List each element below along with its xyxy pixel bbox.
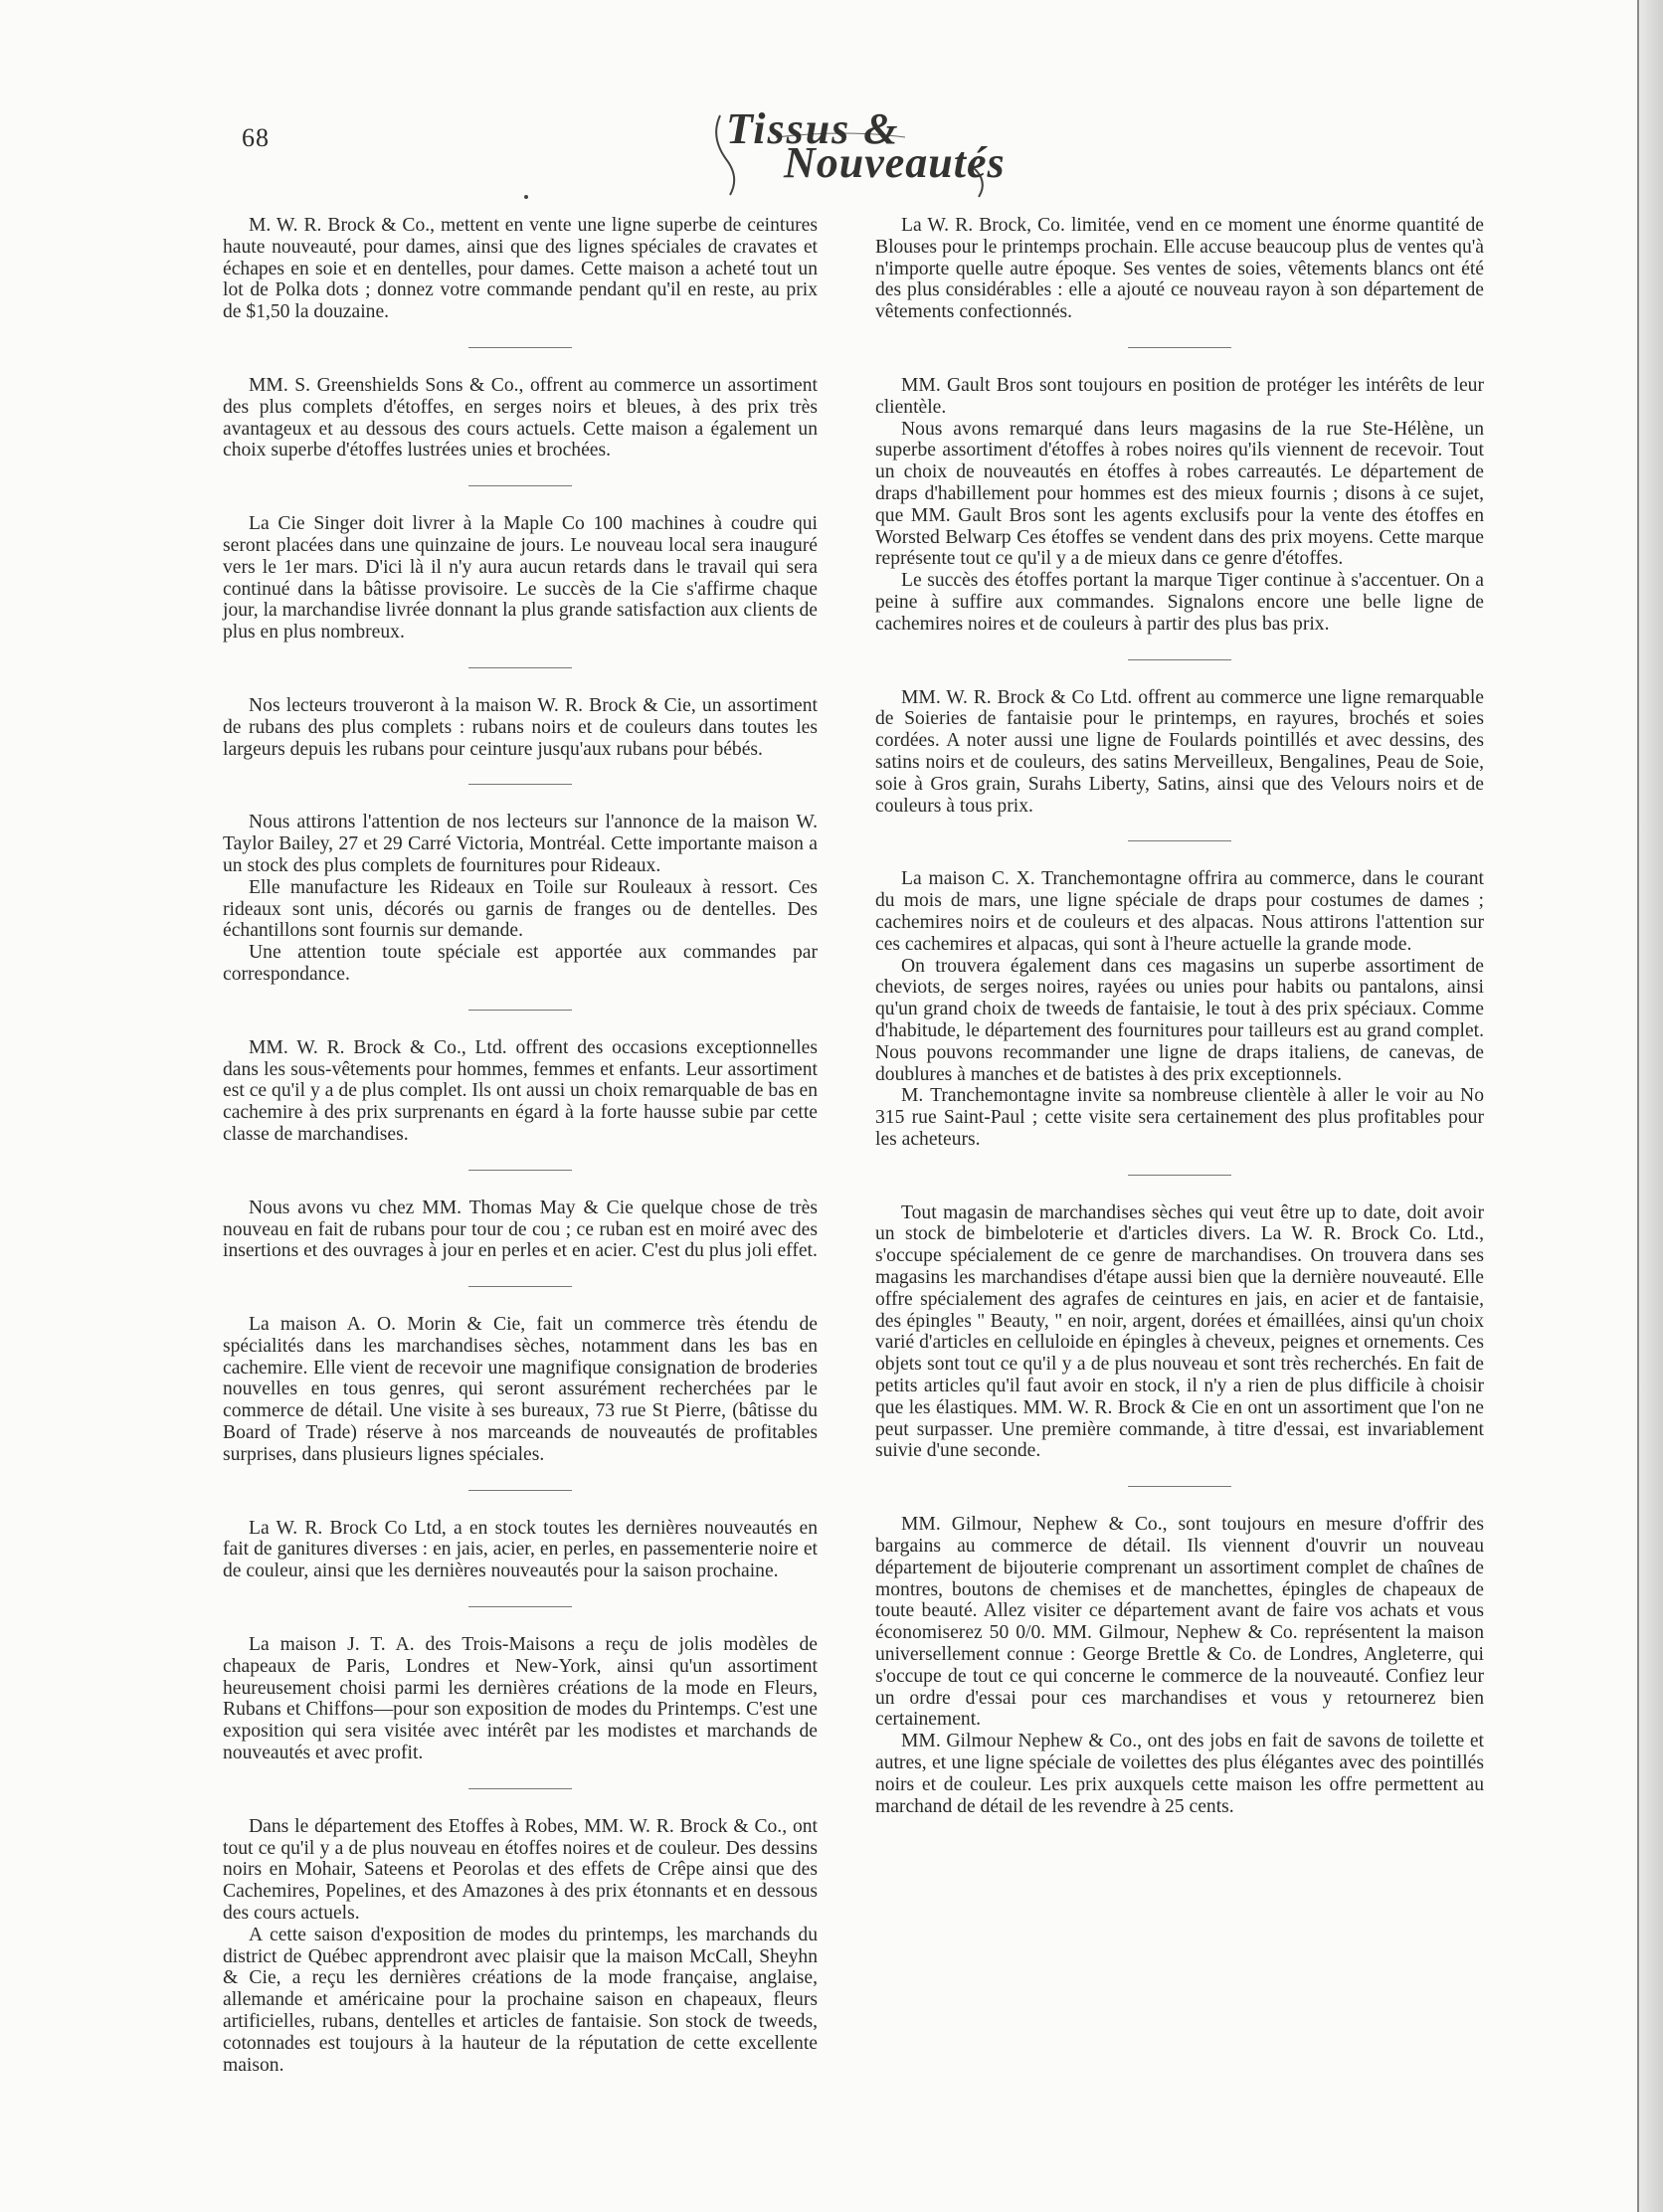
article-paragraph: Elle manufacture les Rideaux en Toile sur Rouleaux à ressort. Ces rideaux sont unis, décorés ou garnis de franges ou de dentelles. Des échantillons sont fournis sur demande. xyxy=(223,876,818,942)
article-separator-rule xyxy=(468,1606,572,1607)
article-paragraph: MM. Gault Bros sont toujours en position de protéger les intérêts de leur clientèle. xyxy=(875,374,1484,418)
article-paragraph: Nous avons vu chez MM. Thomas May & Cie quelque chose de très nouveau en fait de rubans pour tour de cou ; ce ruban est en moiré avec des insertions et des ouvrages à jour en perles et en acier. C'est du plus joli effet. xyxy=(223,1197,818,1262)
article xyxy=(875,1202,1484,1463)
article-paragraph: MM. W. R. Brock & Co Ltd. offrent au commerce une ligne remarquable de Soieries de fantaisie pour le printemps, en rayures, brochés et soies cordées. A noter aussi une ligne de Foulards pointillés et avec dessins, des satins noirs et de couleurs, des satins Merveilleux, Bengalines, Peau de Soie, soie à Gros grain, Surahs Liberty, Satins, ainsi que des Velours noirs et de couleurs à tous prix. xyxy=(875,686,1484,817)
left-column xyxy=(223,215,818,2076)
masthead-logo xyxy=(706,103,1006,199)
decorative-dot xyxy=(524,195,528,199)
article-paragraph: La Cie Singer doit livrer à la Maple Co 100 machines à coudre qui seront placées dans une quinzaine de jours. Le nouveau local sera inauguré vers le 1er mars. D'ici là il n'y aura aucun retards dans le travail qui sera continué dans la bâtisse provisoire. Le succès de la Cie s'affirme chaque jour, la marchandise livrée donnant la plus grande satisfaction aux clients de plus en plus nombreux. xyxy=(223,513,818,644)
article-paragraph: M. Tranchemontagne invite sa nombreuse clientèle à aller le voir au No 315 rue Saint-Paul ; cette visite sera certainement des plus profitables pour les acheteurs. xyxy=(875,1085,1484,1150)
article xyxy=(223,1518,818,1582)
article-paragraph: Une attention toute spéciale est apportée aux commandes par correspondance. xyxy=(223,942,818,985)
article-paragraph: Nous attirons l'attention de nos lecteurs sur l'annonce de la maison W. Taylor Bailey, 27 et 29 Carré Victoria, Montréal. Cette importante maison a un stock des plus complets de fournitures pour Rideaux. xyxy=(223,812,818,876)
article xyxy=(223,215,818,323)
page-right-edge xyxy=(1637,0,1663,2212)
article-separator-rule xyxy=(468,1170,572,1171)
article-paragraph: La W. R. Brock Co Ltd, a en stock toutes les dernières nouveautés en fait de ganitures diverses : en jais, acier, en perles, en passementerie noire et de couleur, ainsi que les dernières nouveautés pour la saison prochaine. xyxy=(223,1517,818,1582)
article-paragraph: M. W. R. Brock & Co., mettent en vente une ligne superbe de ceintures haute nouveauté, pour dames, ainsi que des lignes spéciales de cravates et échapes en soie et en dentelles, pour dames. Cette maison a acheté tout un lot de Polka dots ; donnez votre commande pendant qu'il en reste, au prix de $1,50 la douzaine. xyxy=(223,215,818,323)
article xyxy=(223,1037,818,1146)
article-paragraph: MM. S. Greenshields Sons & Co., offrent au commerce un assortiment des plus complets d'étoffes, en serges noirs et bleues, à des prix très avantageux et au dessous des cours actuels. Cette maison a également un choix superbe d'étoffes lustrées unies et brochées. xyxy=(223,374,818,461)
article-separator-rule xyxy=(1128,347,1231,348)
article-separator-rule xyxy=(468,784,572,785)
article xyxy=(223,513,818,644)
article-separator-rule xyxy=(468,347,572,348)
article xyxy=(875,687,1484,818)
article-separator-rule xyxy=(468,667,572,668)
article xyxy=(875,868,1484,1150)
masthead-line1: Tissus & xyxy=(726,104,900,153)
article-paragraph: Nos lecteurs trouveront à la maison W. R. Brock & Cie, un assortiment de rubans des plus complets : rubans noirs et de couleurs dans toutes les largeurs depuis les rubans pour ceinture jusqu'aux rubans pour bébés. xyxy=(223,694,818,760)
article xyxy=(223,695,818,760)
right-column xyxy=(875,215,1484,1817)
article-separator-rule xyxy=(1128,659,1231,660)
article-paragraph: Le succès des étoffes portant la marque Tiger continue à s'accentuer. On a peine à suffire aux commandes. Signalons encore une belle ligne de cachemires noires et de couleurs à partir des plus bas prix. xyxy=(875,570,1484,635)
article-paragraph: La maison A. O. Morin & Cie, fait un commerce très étendu de spécialités dans les marchandises sèches, notamment dans les bas en cachemire. Elle vient de recevoir une magnifique consignation de broderies nouvelles en tous genres, qui seront assurément recherchées par le commerce de détail. Une visite à ses bureaux, 73 rue St Pierre, (bâtisse du Board of Trade) réserve à nos marceands de nouveautés de profitables surprises, dans plusieurs lignes spéciales. xyxy=(223,1314,818,1465)
article-paragraph: La W. R. Brock, Co. limitée, vend en ce moment une énorme quantité de Blouses pour le printemps prochain. Elle accuse beaucoup plus de ventes qu'à n'importe quelle autre époque. Ses ventes de soies, vêtements blancs ont été des plus considérables : elle a ajouté ce nouveau rayon à son département de vêtements confectionnés. xyxy=(875,215,1484,323)
article xyxy=(223,1816,818,2077)
article-paragraph: La maison J. T. A. des Trois-Maisons a reçu de jolis modèles de chapeaux de Paris, Londres et New-York, ainsi qu'un assortiment heureusement choisi parmi les dernières créations de la mode en Fleurs, Rubans et Chiffons—pour son exposition de modes du Printemps. C'est une exposition qui sera visitée avec intérêt par les modistes et marchands de nouveautés et avec profit. xyxy=(223,1634,818,1764)
article xyxy=(223,1314,818,1466)
article xyxy=(875,375,1484,636)
article-separator-rule xyxy=(1128,840,1231,841)
article-paragraph: La maison C. X. Tranchemontagne offrira au commerce, dans le courant du mois de mars, une ligne spéciale de draps pour costumes de dames ; cachemires noirs et de couleurs et des alpacas. Nous attirons l'attention sur ces cachemires et alpacas, qui sont à l'heure actuelle la grande mode. xyxy=(875,868,1484,955)
article-separator-rule xyxy=(468,1788,572,1789)
article-paragraph: Dans le département des Etoffes à Robes, MM. W. R. Brock & Co., ont tout ce qu'il y a de plus nouveau en étoffes noires et de couleur. Des dessins noirs en Mohair, Sateens et Peorolas et des effets de Crêpe ainsi que des Cachemires, Popelines, et des Amazones à des prix étonnants et en dessous des cours actuels. xyxy=(223,1815,818,1925)
article-paragraph: On trouvera également dans ces magasins un superbe assortiment de cheviots, de serges noires, rayées ou unies pour habits ou pantalons, ainsi qu'un grand choix de tweeds de fantaisie, le tout à des prix spéciaux. Comme d'habitude, le département des fournitures pour tailleurs est au grand complet. Nous pouvons recommander une ligne de draps italiens, de canevas, de doublures à manches et de batistes à des prix exceptionnels. xyxy=(875,955,1484,1085)
article-paragraph: A cette saison d'exposition de modes du printemps, les marchands du district de Québec apprendront avec plaisir que la maison McCall, Sheyhn & Cie, a reçu les dernières créations de la mode française, anglaise, allemande et américaine pour la prochaine saison en chapeaux, fleurs artificielles, rubans, dentelles et articles de fantaisie. Son stock de tweeds, cotonnades est toujours à la hauteur de la réputation de cette excellente maison. xyxy=(223,1924,818,2076)
article-separator-rule xyxy=(468,1010,572,1011)
masthead-line2: Nouveautés xyxy=(784,138,1006,187)
article-separator-rule xyxy=(468,485,572,486)
article-paragraph: Nous avons remarqué dans leurs magasins de la rue Ste-Hélène, un superbe assortiment d'étoffes à robes noires qu'ils viennent de recevoir. Tout un choix de nouveautés en étoffes à robes carreautés. Le département de draps d'habillement pour hommes est des mieux fournis ; disons à ce sujet, que MM. Gault Bros sont les agents exclusifs pour la vente des étoffes en Worsted Belwarp Ces étoffes se vendent dans des prix moyens. Cette marque représente tout ce qu'il y a de mieux dans ce genre d'étoffes. xyxy=(875,418,1484,570)
article-paragraph: MM. Gilmour, Nephew & Co., sont toujours en mesure d'offrir des bargains au commerce de détail. Ils viennent d'ouvrir un nouveau département de bijouterie comprenant un assortiment complet de chaînes de montres, boutons de chemises et de manchettes, épingles de chapeaux de toute beauté. Allez visiter ce département avant de faire vos achats et vous économiserez 50 0/0. MM. Gilmour, Nephew & Co. représentent la maison universellement connue : George Brettle & Co. de Londres, Angleterre, qui s'occupe de tout ce qui concerne le commerce de la nouveauté. Confiez leur un ordre d'essai pour ces marchandises et vous y retournerez bien certainement. xyxy=(875,1514,1484,1731)
article-paragraph: MM. W. R. Brock & Co., Ltd. offrent des occasions exceptionnelles dans les sous-vêtements pour hommes, femmes et enfants. Leur assortiment est ce qu'il y a de plus complet. Ils ont aussi un choix remarquable de bas en cachemire à des prix surprenants en égard à la forte hausse subie par cette classe de marchandises. xyxy=(223,1036,818,1145)
article xyxy=(223,1634,818,1764)
article-paragraph: MM. Gilmour Nephew & Co., ont des jobs en fait de savons de toilette et autres, et une ligne spéciale de voilettes des plus élégantes avec des pointillés noirs et de couleur. Les prix auxquels cette maison les offre permettent au marchand de détail de les revendre à 25 cents. xyxy=(875,1731,1484,1817)
article xyxy=(875,215,1484,323)
article xyxy=(223,1198,818,1262)
article xyxy=(875,1514,1484,1817)
page-number: 68 xyxy=(242,123,270,152)
article-paragraph: Tout magasin de marchandises sèches qui veut être up to date, doit avoir un stock de bimbeloterie et d'articles divers. La W. R. Brock Co. Ltd., s'occupe spécialement de ce genre de marchandises. On trouvera dans ses magasins les marchandises d'étape aussi bien que la dernière nouveauté. Elle offre spécialement des agrafes de ceintures en jais, en acier et de fantaisie, des épingles " Beauty, " en noir, argent, dorées et émaillées, ainsi qu'un choix varié d'articles en celluloide en épingles à cheveux, peignes et ornements. Ces objets sont tout ce qu'il y a de plus nouveau et sont très recherchés. En fait de petits articles qu'il faut avoir en stock, il n'y a rien de plus difficile à choisir que les élastiques. MM. W. R. Brock & Cie en ont un assortiment que l'on ne peut surpasser. Une première commande, à titre d'essai, est invariablement suivie d'une seconde. xyxy=(875,1201,1484,1462)
article xyxy=(223,375,818,461)
article-separator-rule xyxy=(1128,1175,1231,1176)
article xyxy=(223,812,818,985)
article-separator-rule xyxy=(1128,1486,1231,1487)
article-separator-rule xyxy=(468,1286,572,1287)
article-separator-rule xyxy=(468,1490,572,1491)
